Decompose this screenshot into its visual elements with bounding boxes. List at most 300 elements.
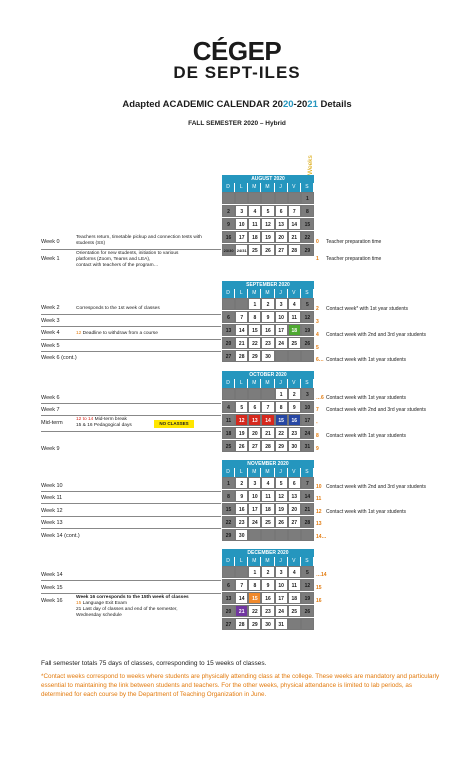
week-number: …14 xyxy=(316,572,327,578)
calendar-day: 26 xyxy=(301,605,314,617)
calendar-week-row xyxy=(222,477,314,489)
calendar-day: 28 xyxy=(261,440,274,452)
week-label: Week 15 xyxy=(41,585,63,591)
calendar-day: 26 xyxy=(275,516,288,528)
desc-line: platforms (Zoom, Teams and LEA), xyxy=(76,257,151,262)
week-label: Week 4 xyxy=(41,330,60,336)
weekday-header-row xyxy=(222,468,314,477)
weekday-label: V xyxy=(288,289,301,298)
calendar-day: 17 xyxy=(235,231,248,243)
calendar-week-row xyxy=(222,350,314,362)
divider xyxy=(41,403,221,404)
calendar-day: 1 xyxy=(301,192,314,204)
title-dash: -20 xyxy=(293,99,308,110)
calendar-day: 17 xyxy=(301,414,314,426)
calendar-week-row xyxy=(222,231,314,243)
calendar-day: 5 xyxy=(275,477,288,489)
calendar-day: 11 xyxy=(288,311,301,323)
calendar-day: 2 xyxy=(261,298,274,310)
week-label: Week 6 (cont.) xyxy=(41,355,77,361)
calendar-day: 25 xyxy=(222,440,235,452)
week-label: Week 11 xyxy=(41,495,63,501)
calendar-day: 2 xyxy=(288,388,301,400)
week-note: Contact week* with 1st year students xyxy=(326,306,408,312)
week-note: Contact week with 1st year students xyxy=(326,433,407,439)
weekday-label: L xyxy=(235,183,248,192)
calendar-day: 9 xyxy=(261,311,274,323)
calendar-day: 20 xyxy=(222,337,235,349)
desc-text: Deadline to withdraw from a course xyxy=(81,331,158,336)
calendar-day: 18 xyxy=(222,427,235,439)
calendar-week-row xyxy=(222,605,314,617)
week-label: Week 10 xyxy=(41,483,63,489)
week-note: Teacher preparation time xyxy=(326,256,382,262)
divider xyxy=(41,580,221,581)
calendar-day: 19 xyxy=(261,231,274,243)
week-number: 4 xyxy=(316,332,319,338)
calendar-day: 3 xyxy=(275,566,288,578)
calendar-day: 31 xyxy=(275,618,288,630)
desc-line: 15 & 16 Pedagogical days xyxy=(76,423,132,428)
divider xyxy=(41,593,221,594)
weekday-label: D xyxy=(222,183,235,192)
week-note: Teacher preparation time xyxy=(326,239,382,245)
calendar-day: 1 xyxy=(248,566,261,578)
calendar-day: 9 xyxy=(235,490,248,502)
calendar-day: 9 xyxy=(222,218,235,230)
calendar-day: 8 xyxy=(248,579,261,591)
weekday-label: S xyxy=(301,557,314,566)
calendar-day xyxy=(235,298,248,310)
calendar-day: 17 xyxy=(275,592,288,604)
week-label: Week 9 xyxy=(41,446,60,452)
week-label: Week 13 xyxy=(41,520,63,526)
week-note: Contact week with 1st year students xyxy=(326,509,407,515)
weekday-label: L xyxy=(235,468,248,477)
calendar-day: 14 xyxy=(261,414,274,426)
calendar-day: 27 xyxy=(222,618,235,630)
week-label: Week 2 xyxy=(41,305,60,311)
week-number: 15 xyxy=(316,585,322,591)
calendar-day: 21 xyxy=(261,427,274,439)
calendar-day: 2 xyxy=(222,205,235,217)
week-label: Mid-term xyxy=(41,420,63,426)
calendar-day: 27 xyxy=(222,350,235,362)
calendar-day: 16 xyxy=(261,592,274,604)
desc-text: Mid-term break xyxy=(93,417,127,422)
week-number: …6 xyxy=(316,395,324,401)
calendar-day: 28 xyxy=(301,516,314,528)
calendar-day: 25 xyxy=(288,337,301,349)
calendar-day: 18 xyxy=(261,503,274,515)
weekday-label: V xyxy=(288,379,301,388)
semester-total-note: Fall semester totals 75 days of classes, corresponding to 15 weeks of classes. xyxy=(41,660,267,667)
calendar-day: 29 xyxy=(222,529,235,541)
calendar-day: 12 xyxy=(261,218,274,230)
calendar-day: 19 xyxy=(301,592,314,604)
calendar-day: 23 xyxy=(288,427,301,439)
calendar-week-row xyxy=(222,205,314,217)
calendar-week-row xyxy=(222,218,314,230)
calendar-day: 25 xyxy=(288,605,301,617)
calendar-day: 27 xyxy=(288,516,301,528)
calendar-day: 22 xyxy=(222,516,235,528)
calendar-day: 5 xyxy=(261,205,274,217)
calendar-day: 16 xyxy=(261,324,274,336)
calendar-day: 25 xyxy=(261,516,274,528)
calendar-day xyxy=(235,192,248,204)
weekday-label: J xyxy=(275,557,288,566)
calendar-day: 15 xyxy=(248,324,261,336)
divider xyxy=(41,491,221,492)
weekday-label: V xyxy=(288,468,301,477)
desc-line: contact with teachers of the program… xyxy=(76,263,159,268)
calendar-day: 20 xyxy=(288,503,301,515)
calendar-day: 15 xyxy=(248,592,261,604)
weekday-label: S xyxy=(301,468,314,477)
page-title xyxy=(0,99,474,110)
calendar-day xyxy=(248,529,261,541)
week-label: Week 12 xyxy=(41,508,63,514)
desc-line: Week 16 corresponds to the 15th week of classes xyxy=(76,595,189,600)
calendar-day: 20 xyxy=(222,605,235,617)
calendar-day: 23 xyxy=(261,605,274,617)
calendar-day: 1 xyxy=(222,477,235,489)
calendar-day xyxy=(261,529,274,541)
weekday-label: M xyxy=(248,468,261,477)
semester-subtitle: FALL SEMESTER 2020 – Hybrid xyxy=(188,120,286,127)
calendar-day: 14 xyxy=(301,490,314,502)
calendar-day: 21 xyxy=(288,231,301,243)
calendar-day: 27 xyxy=(248,440,261,452)
calendar-day xyxy=(288,529,301,541)
calendar-week-row xyxy=(222,298,314,310)
calendar-day: 7 xyxy=(235,579,248,591)
calendar-day: 15 xyxy=(222,503,235,515)
calendar-day: 5 xyxy=(301,298,314,310)
weekday-label: M xyxy=(261,379,274,388)
weekday-label: L xyxy=(235,289,248,298)
weekday-header-row xyxy=(222,183,314,192)
calendar-day xyxy=(235,566,248,578)
calendar-day: 29 xyxy=(301,244,314,256)
calendar-day: 2 xyxy=(235,477,248,489)
calendar-day: 29 xyxy=(248,350,261,362)
calendar-day: 24 xyxy=(275,337,288,349)
calendar-week-row xyxy=(222,579,314,591)
calendar-day: 26 xyxy=(261,244,274,256)
calendar-day: 14 xyxy=(235,592,248,604)
week-number: 9 xyxy=(316,446,319,452)
month-header: NOVEMBER 2020 xyxy=(222,460,314,468)
week-number: 13 xyxy=(316,521,322,527)
calendar-day xyxy=(275,350,288,362)
calendar-day: 13 xyxy=(288,490,301,502)
week-label: Week 6 xyxy=(41,395,60,401)
calendar-week-row xyxy=(222,566,314,578)
week-label: Week 3 xyxy=(41,318,60,324)
calendar-day: 28 xyxy=(288,244,301,256)
month-header: OCTOBER 2020 xyxy=(222,371,314,379)
calendar-week-row xyxy=(222,311,314,323)
week-desc: Corresponds to the 1st week of classes xyxy=(76,306,160,311)
week-number: 2 xyxy=(316,306,319,312)
calendar-week-row xyxy=(222,427,314,439)
logo-text: CÉGEP xyxy=(192,36,282,66)
calendar-day: 6 xyxy=(275,205,288,217)
divider xyxy=(41,314,221,315)
weekday-header-row xyxy=(222,557,314,566)
calendar-day: 6 xyxy=(222,311,235,323)
calendar-day: 10 xyxy=(275,311,288,323)
weekday-label: M xyxy=(261,557,274,566)
week-number: 7 xyxy=(316,407,319,413)
week-number: 1 xyxy=(316,256,319,262)
calendar-day xyxy=(261,388,274,400)
calendar-day xyxy=(275,192,288,204)
calendar-day: 7 xyxy=(301,477,314,489)
title-year2: 21 xyxy=(307,99,318,110)
week-number: 8 xyxy=(316,433,319,439)
no-classes-badge: NO CLASSES xyxy=(154,420,194,428)
calendar-day: 18 xyxy=(288,592,301,604)
calendar-day: 26 xyxy=(301,337,314,349)
calendar-day: 31 xyxy=(301,440,314,452)
calendar-day: 5 xyxy=(235,401,248,413)
divider xyxy=(41,351,221,352)
week-label: Week 1 xyxy=(41,256,60,262)
divider xyxy=(41,516,221,517)
calendar-day xyxy=(301,618,314,630)
calendar-day: 8 xyxy=(248,311,261,323)
week-desc xyxy=(76,251,178,269)
calendar-day xyxy=(301,350,314,362)
calendar-day: 8 xyxy=(222,490,235,502)
calendar-day: 22 xyxy=(248,337,261,349)
calendar-week-row xyxy=(222,388,314,400)
weekday-label: M xyxy=(248,379,261,388)
calendar-day: 13 xyxy=(222,592,235,604)
week-number: 0 xyxy=(316,239,319,245)
calendar-day: 27 xyxy=(275,244,288,256)
weekday-header-row xyxy=(222,289,314,298)
calendar-day: 13 xyxy=(222,324,235,336)
weekday-label: J xyxy=(275,468,288,477)
calendar-day: 4 xyxy=(261,477,274,489)
calendar-day: 4 xyxy=(248,205,261,217)
weekday-label: S xyxy=(301,289,314,298)
calendar-day: 30 xyxy=(235,529,248,541)
desc-text: Language Exit Exam xyxy=(81,601,127,606)
divider xyxy=(41,326,221,327)
calendar-day: 9 xyxy=(288,401,301,413)
calendar-day: 19 xyxy=(275,503,288,515)
calendar-day: 22 xyxy=(275,427,288,439)
college-logo-line1 xyxy=(0,38,474,64)
week-label: Week 14 (cont.) xyxy=(41,533,80,539)
calendar-day: 2 xyxy=(261,566,274,578)
calendar-day: 24 xyxy=(275,605,288,617)
week-label: Week 5 xyxy=(41,343,60,349)
calendar-day: 12 xyxy=(275,490,288,502)
weekday-label: M xyxy=(261,289,274,298)
calendar-day: 7 xyxy=(235,311,248,323)
calendar-day: 17 xyxy=(275,324,288,336)
weekday-label: M xyxy=(261,468,274,477)
calendar-day: 15 xyxy=(275,414,288,426)
calendar-day: 24 xyxy=(301,427,314,439)
calendar-day: 18 xyxy=(288,324,301,336)
calendar-day: 12 xyxy=(301,311,314,323)
weekday-label: D xyxy=(222,468,235,477)
week-number: 10 xyxy=(316,484,322,490)
calendar-day: 12 xyxy=(301,579,314,591)
calendar-day: 9 xyxy=(261,579,274,591)
week-label: Week 16 xyxy=(41,598,63,604)
week-number: 11 xyxy=(316,496,322,502)
calendar-day: 30 xyxy=(288,440,301,452)
week-note: Contact week with 2nd and 3rd year students xyxy=(326,484,427,490)
calendar-day: 10 xyxy=(301,401,314,413)
weekday-label: J xyxy=(275,183,288,192)
week-label: Week 14 xyxy=(41,572,63,578)
calendar-day: 19 xyxy=(301,324,314,336)
week-number: 14… xyxy=(316,534,327,540)
calendar-day: 19 xyxy=(235,427,248,439)
calendar-day: 21 xyxy=(235,605,248,617)
calendar-week-row xyxy=(222,401,314,413)
calendar-week-row xyxy=(222,337,314,349)
calendar-day: 6 xyxy=(248,401,261,413)
desc-line: Orientation for new students, initiation to various xyxy=(76,251,179,256)
calendar-day: 14 xyxy=(288,218,301,230)
calendar-day: 11 xyxy=(222,414,235,426)
weekday-header-row xyxy=(222,379,314,388)
divider xyxy=(41,528,221,529)
calendar-day xyxy=(261,192,274,204)
calendar-day: 23/30 xyxy=(222,244,235,256)
contact-week-footnote: *Contact weeks correspond to weeks where students are physically attending class at the college. These weeks are mandatory and particularly essential to maintaining the link between students and teachers. For the other weeks, physical attendance is limited to lab periods, as determined for each course by the Department of Teaching Organization in June. xyxy=(41,673,440,698)
calendar-day xyxy=(222,566,235,578)
date-num: 12 xyxy=(76,331,82,336)
calendar-day: 29 xyxy=(275,440,288,452)
calendar-week-row xyxy=(222,503,314,515)
weekday-label: D xyxy=(222,557,235,566)
calendar-day: 3 xyxy=(275,298,288,310)
calendar-day: 22 xyxy=(248,605,261,617)
weekday-label: L xyxy=(235,379,248,388)
calendar-day: 29 xyxy=(248,618,261,630)
weekday-label: S xyxy=(301,183,314,192)
week-note: Contact week with 1st year students xyxy=(326,395,407,401)
calendar-day xyxy=(248,388,261,400)
calendar-day: 3 xyxy=(235,205,248,217)
calendar-day: 16 xyxy=(235,503,248,515)
calendar-day: 12 xyxy=(235,414,248,426)
divider xyxy=(41,503,221,504)
calendar-day xyxy=(248,192,261,204)
calendar-day: 11 xyxy=(261,490,274,502)
calendar-day: 21 xyxy=(235,337,248,349)
week-note: Contact week with 2nd and 3rd year students xyxy=(326,407,427,413)
weekday-label: S xyxy=(301,379,314,388)
date-range: 12 to 14 xyxy=(76,417,94,422)
calendar-day: 24/31 xyxy=(235,244,248,256)
calendar-day: 21 xyxy=(301,503,314,515)
calendar-day: 28 xyxy=(235,350,248,362)
weekday-label: M xyxy=(261,183,274,192)
calendar-day: 30 xyxy=(261,618,274,630)
calendar-day: 8 xyxy=(275,401,288,413)
week-number: 5 xyxy=(316,345,319,351)
week-desc xyxy=(76,417,132,429)
week-desc: Teachers return, timetable pickup and connection tests with students (SS) xyxy=(76,235,202,246)
week-desc xyxy=(76,595,189,619)
week-desc xyxy=(76,331,158,337)
divider xyxy=(41,249,221,250)
calendar-week-row xyxy=(222,516,314,528)
title-prefix: Adapted ACADEMIC CALENDAR 20 xyxy=(122,99,283,110)
desc-line: 21 Last day of classes and end of the semester, xyxy=(76,607,178,612)
calendar-week-row xyxy=(222,414,314,426)
calendar-day: 24 xyxy=(248,516,261,528)
calendar-week-row xyxy=(222,324,314,336)
week-note: Contact week with 2nd and 3rd year students xyxy=(326,332,427,338)
calendar-day: 25 xyxy=(248,244,261,256)
calendar-week-row xyxy=(222,529,314,541)
calendar-day: 28 xyxy=(235,618,248,630)
calendar-day: 13 xyxy=(275,218,288,230)
calendar-day: 13 xyxy=(248,414,261,426)
college-logo-line2: DE SEPT-ILES xyxy=(173,63,301,82)
calendar-day xyxy=(275,529,288,541)
week-label: Week 7 xyxy=(41,407,60,413)
title-year1: 20 xyxy=(282,99,294,110)
calendar-day: 5 xyxy=(301,566,314,578)
calendar-week-row xyxy=(222,192,314,204)
date-num: 15 xyxy=(76,601,82,606)
week-note: Contact week with 1st year students xyxy=(326,357,407,363)
calendar-day xyxy=(288,350,301,362)
calendar-day: 16 xyxy=(222,231,235,243)
weekday-label: D xyxy=(222,289,235,298)
weekday-label: L xyxy=(235,557,248,566)
divider xyxy=(41,431,221,432)
calendar-day: 17 xyxy=(248,503,261,515)
calendar-day: 1 xyxy=(275,388,288,400)
calendar-day: 26 xyxy=(235,440,248,452)
calendar-day: 3 xyxy=(301,388,314,400)
calendar-day: 4 xyxy=(288,566,301,578)
calendar-week-row xyxy=(222,440,314,452)
calendar-day xyxy=(222,388,235,400)
week-number: - xyxy=(316,420,318,426)
calendar-day xyxy=(288,618,301,630)
calendar-day: 11 xyxy=(288,579,301,591)
calendar-week-row xyxy=(222,592,314,604)
calendar-day: 10 xyxy=(248,490,261,502)
title-suffix: Details xyxy=(317,99,352,110)
calendar-day: 7 xyxy=(288,205,301,217)
calendar-day: 23 xyxy=(235,516,248,528)
calendar-day: 8 xyxy=(301,205,314,217)
calendar-day xyxy=(222,298,235,310)
divider xyxy=(41,339,221,340)
calendar-day: 30 xyxy=(261,350,274,362)
calendar-day: 3 xyxy=(248,477,261,489)
month-header: DECEMBER 2020 xyxy=(222,549,314,557)
weekday-label: V xyxy=(288,183,301,192)
